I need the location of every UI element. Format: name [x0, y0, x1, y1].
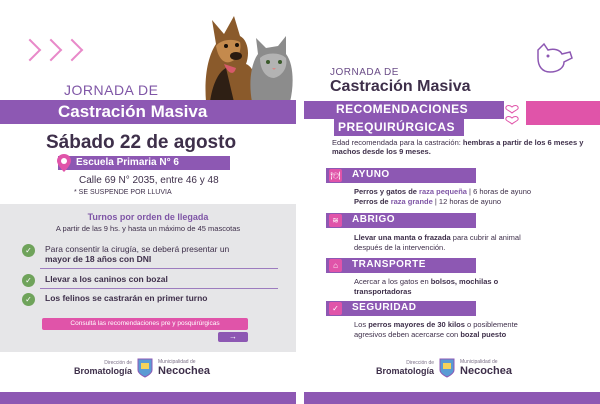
rain-note: * SE SUSPENDE POR LLUVIA — [74, 189, 172, 196]
place-banner — [58, 156, 230, 170]
edad-text: Edad recomendada para la castración: — [332, 138, 463, 147]
footer-bar — [0, 392, 296, 404]
municipal-seal-icon — [439, 358, 455, 378]
logo-small-text: Municipalidad de — [158, 359, 196, 365]
recomendaciones-title: RECOMENDACIONES — [336, 102, 469, 116]
prequirurgicas-banner — [334, 119, 464, 136]
recommended-age — [332, 138, 592, 156]
check-item — [22, 274, 168, 287]
title-banner — [0, 100, 296, 124]
section-label: TRANSPORTE — [352, 259, 426, 270]
logos-footer — [376, 358, 512, 378]
dog-outline-icon — [534, 40, 574, 74]
info-box — [0, 204, 296, 352]
divider — [40, 288, 278, 289]
recomendaciones-banner — [304, 101, 504, 119]
jornada-label: JORNADA DE — [330, 67, 399, 78]
edad-bold: hembras a partir de los 6 meses y machos desde los 9 meses. — [332, 138, 584, 156]
address: Calle 69 N° 2035, entre 46 y 48 — [79, 175, 219, 186]
logo-small-text: Municipalidad de — [460, 359, 498, 365]
necochea-logo: Necochea — [158, 365, 210, 377]
title: Castración Masiva — [58, 102, 208, 121]
bromatologia-logo: Bromatología — [376, 366, 435, 376]
logos-footer — [74, 358, 210, 378]
carrier-icon: ⌂ — [329, 259, 342, 272]
flyer-right — [304, 0, 600, 404]
check-item — [22, 293, 208, 306]
hearts-icon — [504, 104, 520, 126]
place-name: Escuela Primaria N° 6 — [76, 157, 179, 168]
section-abrigo — [326, 213, 476, 228]
section-label: SEGURIDAD — [352, 302, 417, 313]
check-item — [22, 244, 255, 264]
turnos-subtitle: A partir de las 9 hs. y hasta un máximo de 45 mascotas — [55, 224, 241, 233]
jornada-label: JORNADA DE — [64, 82, 159, 98]
check-bold: Los felinos se castrarán en primer turno — [45, 293, 208, 303]
section-transporte — [326, 258, 476, 273]
section-ayuno — [326, 168, 476, 183]
flyer-left — [0, 0, 296, 404]
check-text: Para consentir la cirugía, se deberá presentar un — [45, 244, 230, 254]
check-icon: ✓ — [22, 293, 35, 306]
section-text: Acercar a los gatos en bolsos, mochilas o transportadoras — [354, 277, 499, 296]
check-icon: ✓ — [22, 274, 35, 287]
food-bowl-icon: 🍽 — [330, 171, 341, 180]
pink-decoration — [526, 101, 600, 125]
check-icon: ✓ — [22, 244, 35, 257]
logo-small-text: Dirección de — [104, 360, 133, 366]
check-bold: Llevar a los caninos con bozal — [45, 274, 168, 284]
shield-icon: ✓ — [329, 302, 342, 315]
dog-and-cat-photo — [186, 6, 296, 102]
prequirurgicas-title: PREQUIRÚRGICAS — [338, 120, 456, 134]
recommendations-link[interactable]: Consultá las recomendaciones pre y posquirúrgicas — [42, 318, 248, 330]
title: Castración Masiva — [330, 78, 471, 95]
municipal-seal-icon — [137, 358, 153, 378]
logo-small-text: Dirección de — [406, 360, 435, 366]
section-label: AYUNO — [352, 169, 390, 180]
section-text: Perros y gatos de raza pequeña | 6 horas de ayuno Perros de raza grande | 12 horas de ayuno — [354, 187, 532, 206]
footer-bar — [304, 392, 600, 404]
section-text: Llevar una manta o frazada para cubrir al animal después de la intervención. — [354, 233, 521, 252]
divider — [40, 268, 278, 269]
necochea-logo: Necochea — [460, 365, 512, 377]
blanket-icon: ≋ — [329, 214, 342, 227]
section-label: ABRIGO — [352, 214, 395, 225]
event-date: Sábado 22 de agosto — [46, 132, 237, 153]
next-arrow-button[interactable]: → — [218, 332, 248, 342]
turnos-title: Turnos por orden de llegada — [87, 212, 209, 222]
location-pin-icon — [57, 154, 71, 172]
chevrons-decoration — [22, 42, 83, 58]
check-bold: mayor de 18 años con DNI — [45, 254, 152, 264]
section-text: Los perros mayores de 30 kilos o posiblemente agresivos deben acercarse con bozal puesto — [354, 320, 518, 339]
section-seguridad — [326, 301, 476, 316]
bromatologia-logo: Bromatología — [74, 366, 133, 376]
panel-divider — [296, 0, 304, 404]
